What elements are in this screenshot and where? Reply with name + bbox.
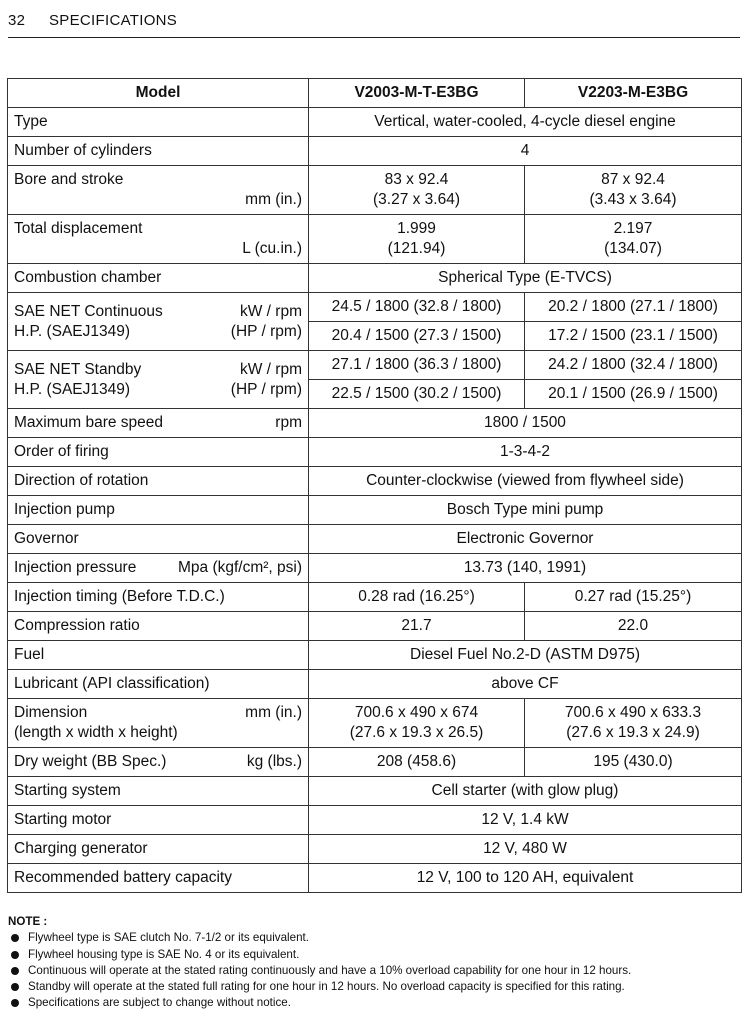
cell-value <box>525 166 742 215</box>
table-row <box>8 108 742 137</box>
note-text: Flywheel housing type is SAE No. 4 or its equivalent. <box>28 947 300 961</box>
table-row <box>8 215 742 264</box>
cell-value: 195 (430.0) <box>525 748 742 777</box>
cell-value: Electronic Governor <box>309 525 742 554</box>
table-row <box>8 864 742 893</box>
cell-line: 700.6 x 490 x 674 <box>354 704 479 721</box>
cell-line: (3.43 x 3.64) <box>589 191 677 208</box>
row-label: Injection pressure <box>14 559 137 576</box>
cell-value: Vertical, water-cooled, 4-cycle diesel engine <box>309 108 742 137</box>
cell-value: 21.7 <box>309 612 525 641</box>
table-row <box>8 699 742 748</box>
row-label: Starting motor <box>8 806 309 835</box>
cell-line: (121.94) <box>387 240 446 257</box>
cell-value: 13.73 (140, 1991) <box>309 554 742 583</box>
model-header: Model <box>8 79 309 108</box>
cell-value: 24.5 / 1800 (32.8 / 1800) <box>309 293 525 322</box>
table-row <box>8 438 742 467</box>
cell-value: 24.2 / 1800 (32.4 / 1800) <box>525 351 742 380</box>
table-row <box>8 264 742 293</box>
row-label: Direction of rotation <box>8 467 309 496</box>
cell-value <box>309 699 525 748</box>
page-number: 32 <box>8 12 26 29</box>
table-row <box>8 835 742 864</box>
row-unit: (HP / rpm) <box>230 380 302 398</box>
row-label: Dry weight (BB Spec.) <box>14 753 167 770</box>
specifications-table <box>7 78 742 893</box>
cell-value: 12 V, 1.4 kW <box>309 806 742 835</box>
row-label: Recommended battery capacity <box>8 864 309 893</box>
note-item <box>8 963 748 979</box>
row-label-cell <box>8 409 309 438</box>
row-label: SAE NET Standby <box>14 360 142 378</box>
table-row <box>8 525 742 554</box>
cell-value: 4 <box>309 137 742 166</box>
note-text: Flywheel type is SAE clutch No. 7-1/2 or its equivalent. <box>28 931 309 945</box>
notes-title: NOTE : <box>8 915 48 928</box>
table-row <box>8 137 742 166</box>
table-row <box>8 409 742 438</box>
row-unit: kg (lbs.) <box>246 753 302 770</box>
row-label-cell <box>8 351 309 409</box>
bullet-icon <box>11 951 19 959</box>
cell-value <box>525 699 742 748</box>
row-label-cell <box>8 748 309 777</box>
table-row <box>8 166 742 215</box>
cell-value: 22.5 / 1500 (30.2 / 1500) <box>309 380 525 409</box>
row-label: Order of firing <box>8 438 309 467</box>
note-item <box>8 979 748 995</box>
table-row <box>8 351 742 380</box>
row-label: (length x width x height) <box>14 724 178 741</box>
row-label: Governor <box>8 525 309 554</box>
cell-value <box>309 166 525 215</box>
note-item <box>8 995 748 1011</box>
cell-value: 208 (458.6) <box>309 748 525 777</box>
notes-section <box>8 914 748 1012</box>
cell-value: 0.28 rad (16.25°) <box>309 583 525 612</box>
cell-value: 17.2 / 1500 (23.1 / 1500) <box>525 322 742 351</box>
row-label-cell <box>8 166 309 215</box>
row-label-cell <box>8 215 309 264</box>
row-unit: (HP / rpm) <box>230 322 302 340</box>
cell-line: (27.6 x 19.3 x 24.9) <box>566 724 700 741</box>
bullet-icon <box>11 999 19 1007</box>
cell-line: 700.6 x 490 x 633.3 <box>564 704 702 721</box>
cell-value: 12 V, 100 to 120 AH, equivalent <box>309 864 742 893</box>
cell-line: 87 x 92.4 <box>601 171 665 188</box>
row-unit: mm (in.) <box>245 191 302 208</box>
row-label: Charging generator <box>8 835 309 864</box>
bullet-icon <box>11 934 19 942</box>
cell-line: (3.27 x 3.64) <box>372 191 461 208</box>
cell-value: 22.0 <box>525 612 742 641</box>
note-item <box>8 947 748 963</box>
row-unit: kW / rpm <box>240 302 302 320</box>
note-item <box>8 930 748 946</box>
cell-value: Diesel Fuel No.2-D (ASTM D975) <box>309 641 742 670</box>
row-unit: kW / rpm <box>240 360 302 378</box>
cell-value: Spherical Type (E-TVCS) <box>309 264 742 293</box>
row-label-cell <box>8 554 309 583</box>
row-label: Fuel <box>8 641 309 670</box>
cell-value: Counter-clockwise (viewed from flywheel side) <box>309 467 742 496</box>
bullet-icon <box>11 967 19 975</box>
row-label: Injection pump <box>8 496 309 525</box>
cell-line: (134.07) <box>604 240 662 257</box>
row-label: H.P. (SAEJ1349) <box>14 380 131 398</box>
table-row <box>8 612 742 641</box>
cell-line: 83 x 92.4 <box>384 171 449 188</box>
cell-value: 1-3-4-2 <box>309 438 742 467</box>
row-label: H.P. (SAEJ1349) <box>14 322 131 340</box>
note-text: Specifications are subject to change without notice. <box>28 996 291 1010</box>
cell-value: 27.1 / 1800 (36.3 / 1800) <box>309 351 525 380</box>
cell-line: (27.6 x 19.3 x 26.5) <box>349 724 484 741</box>
table-header-row <box>8 79 742 108</box>
cell-value: Bosch Type mini pump <box>309 496 742 525</box>
table-row <box>8 583 742 612</box>
row-label: Total displacement <box>14 220 143 237</box>
cell-value: above CF <box>309 670 742 699</box>
row-label: Number of cylinders <box>8 137 309 166</box>
cell-value <box>309 215 525 264</box>
row-label: Injection timing (Before T.D.C.) <box>8 583 309 612</box>
table-row <box>8 554 742 583</box>
cell-value: 1800 / 1500 <box>309 409 742 438</box>
table-row <box>8 670 742 699</box>
cell-line: 1.999 <box>397 220 436 237</box>
row-label-cell <box>8 699 309 748</box>
model-col2-header: V2203-M-E3BG <box>525 79 742 108</box>
table-row <box>8 641 742 670</box>
table-row <box>8 748 742 777</box>
table-row <box>8 806 742 835</box>
row-label: Bore and stroke <box>14 171 124 188</box>
table-row <box>8 293 742 322</box>
cell-value: 20.2 / 1800 (27.1 / 1800) <box>525 293 742 322</box>
cell-value: 20.4 / 1500 (27.3 / 1500) <box>309 322 525 351</box>
table-row <box>8 467 742 496</box>
row-label: Maximum bare speed <box>14 414 164 431</box>
cell-value <box>525 215 742 264</box>
row-label: SAE NET Continuous <box>14 302 163 320</box>
row-label: Lubricant (API classification) <box>8 670 309 699</box>
cell-value: Cell starter (with glow plug) <box>309 777 742 806</box>
row-label-cell <box>8 293 309 351</box>
row-label: Dimension <box>14 704 88 721</box>
note-text: Continuous will operate at the stated rating continuously and have a 10% overload capability for one hour in 12 hours. <box>28 963 632 977</box>
row-label: Compression ratio <box>8 612 309 641</box>
note-text: Standby will operate at the stated full rating for one hour in 12 hours. No overload capacity is specified for this rating. <box>28 980 625 994</box>
row-label: Type <box>8 108 309 137</box>
cell-value: 0.27 rad (15.25°) <box>525 583 742 612</box>
row-unit: L (cu.in.) <box>242 240 302 257</box>
page-header <box>8 10 740 38</box>
table-row <box>8 777 742 806</box>
row-unit: rpm <box>275 414 302 431</box>
cell-value: 20.1 / 1500 (26.9 / 1500) <box>525 380 742 409</box>
notes-list <box>8 930 748 1011</box>
section-title: SPECIFICATIONS <box>49 12 178 29</box>
row-unit: mm (in.) <box>245 704 302 721</box>
row-label: Starting system <box>8 777 309 806</box>
table-row <box>8 496 742 525</box>
bullet-icon <box>11 983 19 991</box>
row-label: Combustion chamber <box>8 264 309 293</box>
cell-value: 12 V, 480 W <box>309 835 742 864</box>
row-unit: Mpa (kgf/cm², psi) <box>177 559 302 576</box>
model-col1-header: V2003-M-T-E3BG <box>309 79 525 108</box>
cell-line: 2.197 <box>613 220 653 237</box>
